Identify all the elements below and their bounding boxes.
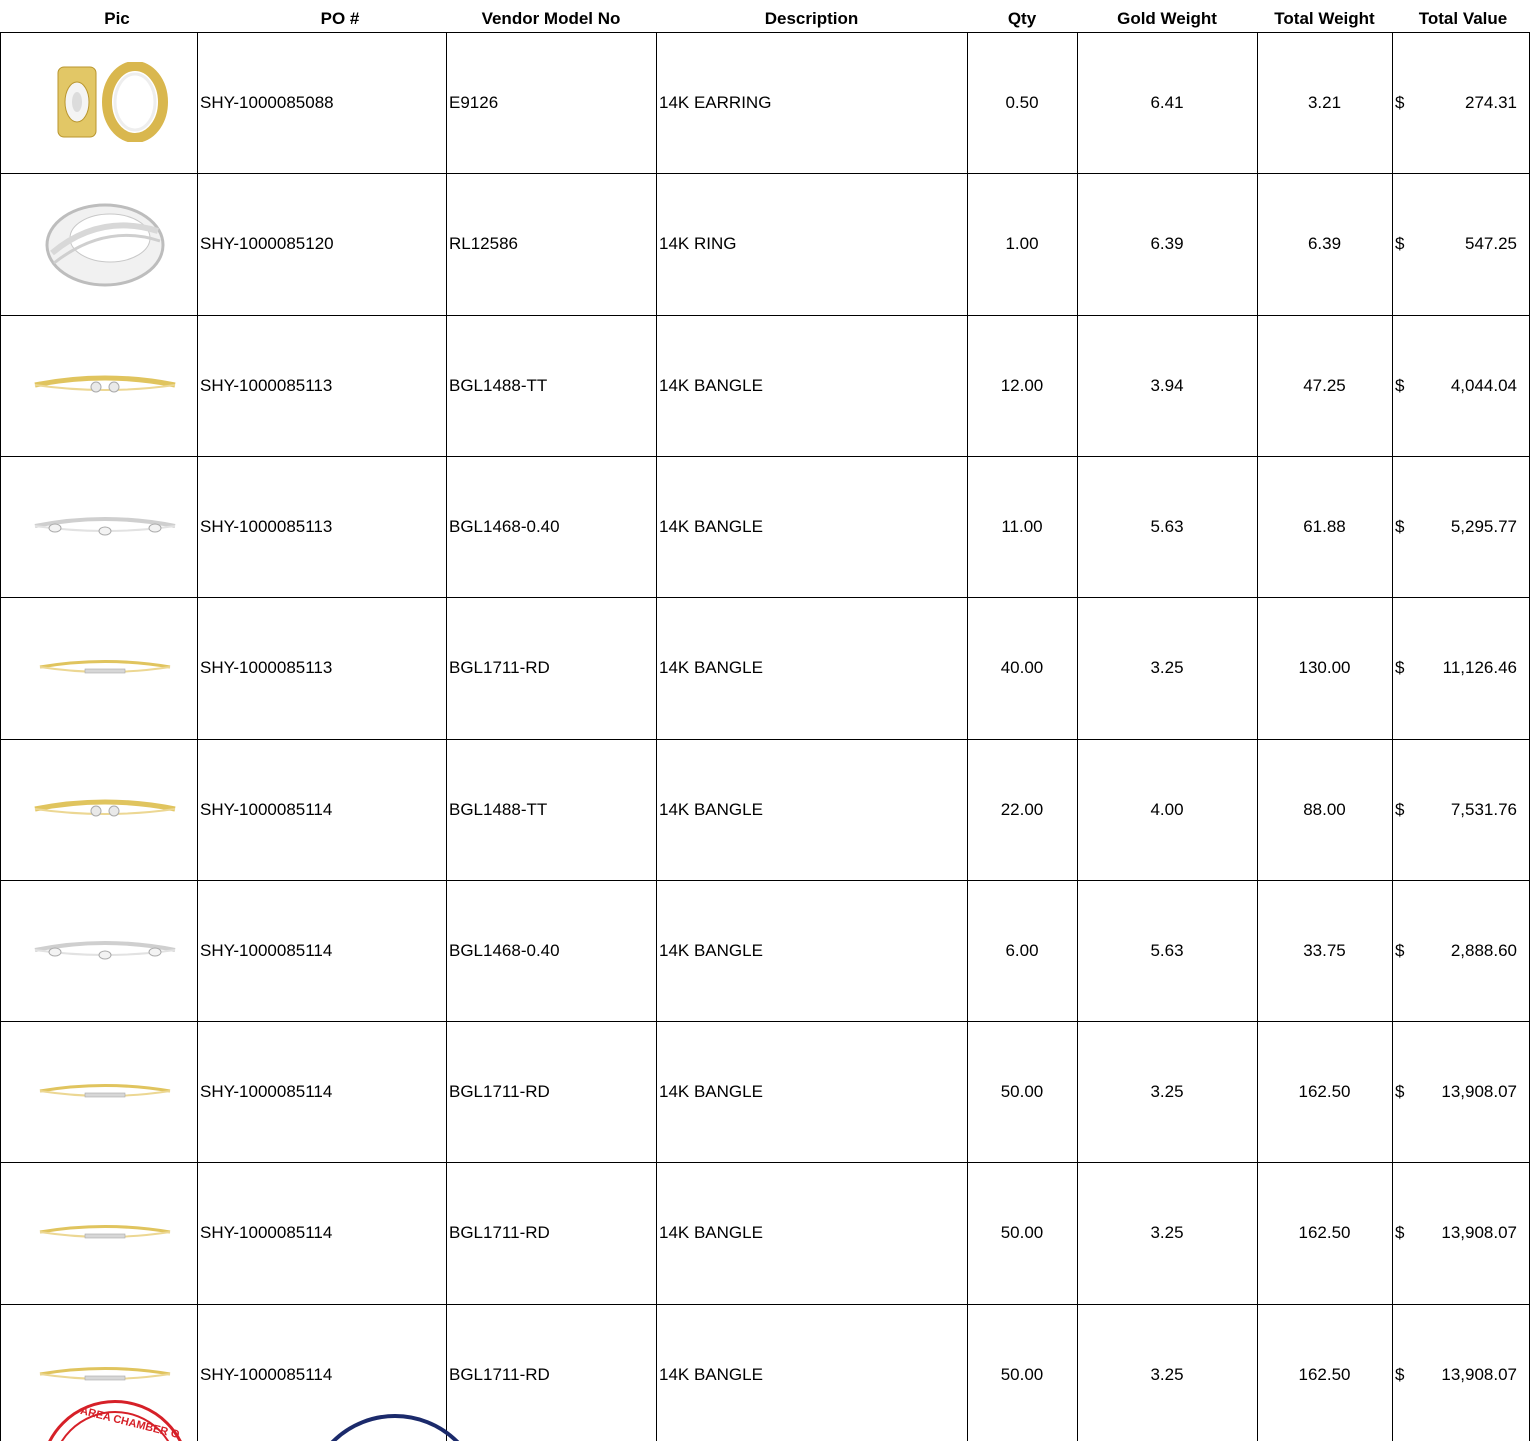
silver-bangle-icon [30, 481, 180, 571]
total-weight: 47.25 [1303, 375, 1346, 395]
qty: 40.00 [1000, 658, 1044, 678]
po-number: SHY-1000085113 [200, 658, 333, 678]
currency-symbol: $ [1395, 1364, 1405, 1384]
description: 14K BANGLE [659, 1364, 763, 1384]
currency-symbol: $ [1395, 1082, 1405, 1102]
qty: 50.00 [1000, 1223, 1044, 1243]
description: 14K BANGLE [659, 375, 763, 395]
qty: 6.00 [1005, 940, 1039, 960]
table-row [0, 173, 1534, 314]
amount: 5,295.77 [1450, 516, 1517, 536]
vendor-model: BGL1468-0.40 [449, 940, 560, 960]
total-value [1392, 739, 1529, 880]
amount: 4,044.04 [1450, 375, 1517, 395]
po-number: SHY-1000085114 [200, 940, 333, 960]
qty: 50.00 [1000, 1364, 1044, 1384]
qty: 1.00 [1005, 234, 1039, 254]
total-value [1392, 1162, 1529, 1303]
vendor-model: BGL1488-TT [449, 375, 548, 395]
po-number: SHY-1000085113 [200, 516, 333, 536]
header-gold-weight: Gold Weight [1117, 9, 1217, 28]
seal-text: AREA CHAMBER O [79, 1404, 181, 1441]
gold-weight: 3.25 [1150, 1082, 1184, 1102]
description: 14K BANGLE [659, 799, 763, 819]
gold-weight: 3.94 [1150, 375, 1184, 395]
table-row [0, 456, 1534, 597]
po-number: SHY-1000085088 [200, 93, 334, 112]
total-value [1392, 880, 1529, 1021]
table-row [0, 1162, 1534, 1303]
header-total-value: Total Value [1418, 9, 1508, 28]
total-weight: 162.50 [1298, 1364, 1351, 1384]
vendor-model: BGL1711-RD [449, 1364, 550, 1384]
total-weight: 162.50 [1298, 1082, 1351, 1102]
vendor-model: BGL1711-RD [449, 1223, 550, 1243]
description: 14K RING [659, 234, 737, 254]
total-value [1392, 32, 1529, 173]
total-value [1392, 597, 1529, 738]
header-total-weight: Total Weight [1274, 9, 1375, 28]
vendor-model: E9126 [449, 93, 499, 112]
table-row [0, 739, 1534, 880]
amount: 547.25 [1465, 234, 1517, 254]
amount: 7,531.76 [1450, 799, 1517, 819]
amount: 2,888.60 [1450, 940, 1517, 960]
po-number: SHY-1000085114 [200, 799, 333, 819]
currency-symbol: $ [1395, 93, 1405, 112]
header-qty: Qty [1007, 9, 1037, 28]
qty: 22.00 [1000, 799, 1044, 819]
total-value [1392, 456, 1529, 597]
total-weight: 130.00 [1298, 658, 1351, 678]
vendor-model: RL12586 [449, 234, 519, 254]
total-value [1392, 1021, 1529, 1162]
amount: 274.31 [1465, 93, 1517, 112]
table-header [0, 6, 1534, 32]
qty: 50.00 [1000, 1082, 1044, 1102]
po-number: SHY-1000085114 [200, 1082, 333, 1102]
table-row [0, 32, 1534, 173]
currency-symbol: $ [1395, 940, 1405, 960]
gold-weight: 6.39 [1150, 234, 1184, 254]
gold-weight: 5.63 [1150, 940, 1184, 960]
currency-symbol: $ [1395, 234, 1405, 254]
po-number: SHY-1000085120 [200, 234, 334, 254]
amount: 13,908.07 [1441, 1364, 1517, 1384]
earring-icon [30, 57, 180, 147]
currency-symbol: $ [1395, 799, 1405, 819]
po-number: SHY-1000085114 [200, 1223, 333, 1243]
po-number: SHY-1000085113 [200, 375, 333, 395]
vendor-model: BGL1468-0.40 [449, 516, 560, 536]
po-number: SHY-1000085114 [200, 1364, 333, 1384]
gold-bangle-icon [30, 340, 180, 430]
currency-symbol: $ [1395, 658, 1405, 678]
total-value [1392, 1304, 1529, 1441]
gold-weight: 5.63 [1150, 516, 1184, 536]
vendor-model: BGL1711-RD [449, 1082, 550, 1102]
total-value [1392, 173, 1529, 314]
qty: 0.50 [1005, 93, 1039, 112]
gold-weight: 4.00 [1150, 799, 1184, 819]
gold-weight: 6.41 [1150, 93, 1184, 112]
silver-bangle-icon [30, 905, 180, 995]
header-description: Description [764, 9, 859, 28]
header-po: PO # [320, 9, 360, 28]
description: 14K BANGLE [659, 658, 763, 678]
header-vendor-model: Vendor Model No [481, 9, 621, 28]
description: 14K BANGLE [659, 1082, 763, 1102]
total-weight: 61.88 [1303, 516, 1346, 536]
table-row [0, 1304, 1534, 1441]
description: 14K BANGLE [659, 940, 763, 960]
gold-bar-bangle-icon [30, 622, 180, 712]
amount: 13,908.07 [1441, 1223, 1517, 1243]
currency-symbol: $ [1395, 516, 1405, 536]
vendor-model: BGL1711-RD [449, 658, 550, 678]
total-weight: 88.00 [1303, 799, 1346, 819]
gold-bar-bangle-icon [30, 1046, 180, 1136]
vendor-model: BGL1488-TT [449, 799, 548, 819]
ring-icon [30, 198, 180, 288]
total-value [1392, 315, 1529, 456]
table-row [0, 880, 1534, 1021]
amount: 13,908.07 [1441, 1082, 1517, 1102]
description: 14K EARRING [659, 93, 772, 112]
total-weight: 6.39 [1307, 234, 1342, 254]
total-weight: 3.21 [1307, 93, 1342, 112]
gold-weight: 3.25 [1150, 658, 1184, 678]
gold-bangle-icon [30, 764, 180, 854]
table-row [0, 315, 1534, 456]
table-row [0, 1021, 1534, 1162]
description: 14K BANGLE [659, 516, 763, 536]
total-weight: 162.50 [1298, 1223, 1351, 1243]
currency-symbol: $ [1395, 1223, 1405, 1243]
qty: 11.00 [1001, 516, 1043, 536]
total-weight: 33.75 [1303, 940, 1346, 960]
gold-bar-bangle-icon [30, 1187, 180, 1277]
currency-symbol: $ [1395, 375, 1405, 395]
description: 14K BANGLE [659, 1223, 763, 1243]
gold-weight: 3.25 [1150, 1364, 1184, 1384]
qty: 12.00 [1000, 375, 1044, 395]
table-row [0, 597, 1534, 738]
amount: 11,126.46 [1442, 658, 1517, 678]
gold-weight: 3.25 [1150, 1223, 1184, 1243]
header-pic: Pic [104, 9, 130, 28]
